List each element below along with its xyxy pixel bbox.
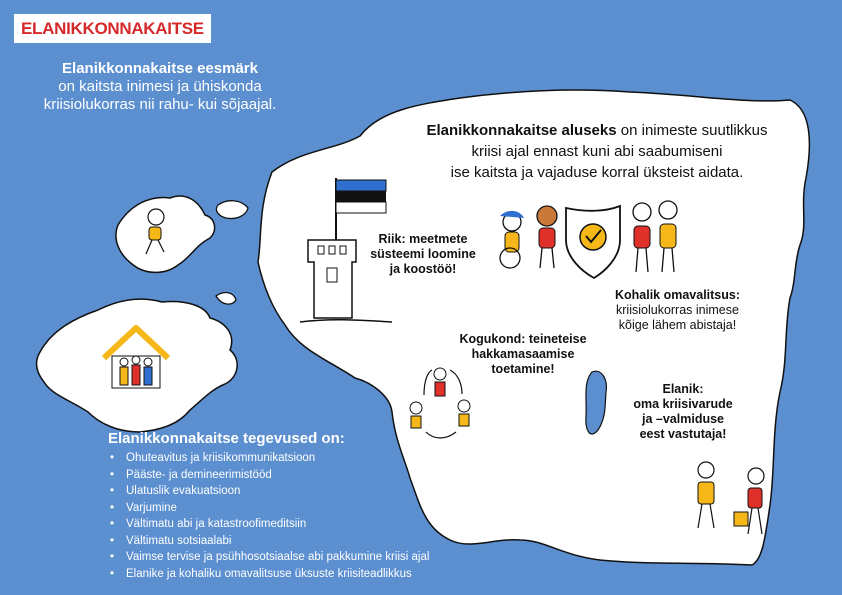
hiiumaa-shape	[116, 196, 215, 272]
basis-line: ise kaitsta ja vajaduse korral üksteist aidata.	[450, 164, 744, 181]
islet-shape	[216, 293, 236, 305]
local-government-title: Kohalik omavalitsus:	[614, 288, 741, 302]
community-label	[448, 332, 598, 377]
citizen-line: eest vastutaja!	[639, 427, 727, 441]
citizen-label	[608, 382, 758, 442]
goal-line: kriisiolukorras nii rahu- kui sõjaajal.	[43, 96, 277, 113]
citizen-line: ja –valmiduse	[642, 412, 724, 426]
goal-line: on kaitsta inimesi ja ühiskonda	[58, 78, 262, 95]
community-line: Kogukond: teineteise	[459, 332, 587, 346]
basis-bold: Elanikkonnakaitse aluseks	[426, 122, 617, 139]
goal-text	[20, 60, 300, 114]
local-government-line: kõige lähem abistaja!	[618, 318, 737, 332]
islet-shape	[216, 201, 248, 219]
local-government-line: kriisiolukorras inimese	[616, 303, 739, 317]
activities-section	[108, 430, 528, 582]
community-line: toetamine!	[491, 362, 555, 376]
activities-heading: Elanikkonnakaitse tegevused on:	[108, 430, 345, 447]
state-line: ja koostöö!	[389, 262, 457, 276]
list-item: • Varjumine	[108, 500, 528, 517]
state-label	[358, 232, 488, 277]
citizen-line: oma kriisivarude	[633, 397, 733, 411]
list-item: • Elanike ja kohaliku omavalitsuse üksuste kriisiteadlikkus	[108, 566, 528, 583]
local-government-label	[590, 288, 765, 333]
state-line: süsteemi loomine	[370, 247, 476, 261]
community-line: hakkamasaamise	[471, 347, 575, 361]
list-item: • Pääste- ja demineerimistööd	[108, 467, 528, 484]
list-item: • Ulatuslik evakuatsioon	[108, 483, 528, 500]
basis-text	[392, 120, 802, 183]
list-item: • Vältimatu abi ja katastroofimeditsiin	[108, 516, 528, 533]
brand-badge	[14, 14, 211, 43]
goal-heading: Elanikkonnakaitse eesmärk	[62, 60, 258, 77]
citizen-line: Elanik:	[662, 382, 704, 396]
brand-label: ELANIKKONNAKAITSE	[21, 19, 204, 38]
list-item: • Vaimse tervise ja psühhosotsiaalse abi pakkumine kriisi ajal	[108, 549, 528, 566]
activities-list	[108, 450, 528, 582]
list-item: • Ohuteavitus ja kriisikommunikatsioon	[108, 450, 528, 467]
basis-line: kriisi ajal ennast kuni abi saabumiseni	[471, 143, 723, 160]
state-line: Riik: meetmete	[378, 232, 468, 246]
basis-line: on inimeste suutlikkus	[616, 122, 768, 139]
list-item: • Vältimatu sotsiaalabi	[108, 533, 528, 550]
